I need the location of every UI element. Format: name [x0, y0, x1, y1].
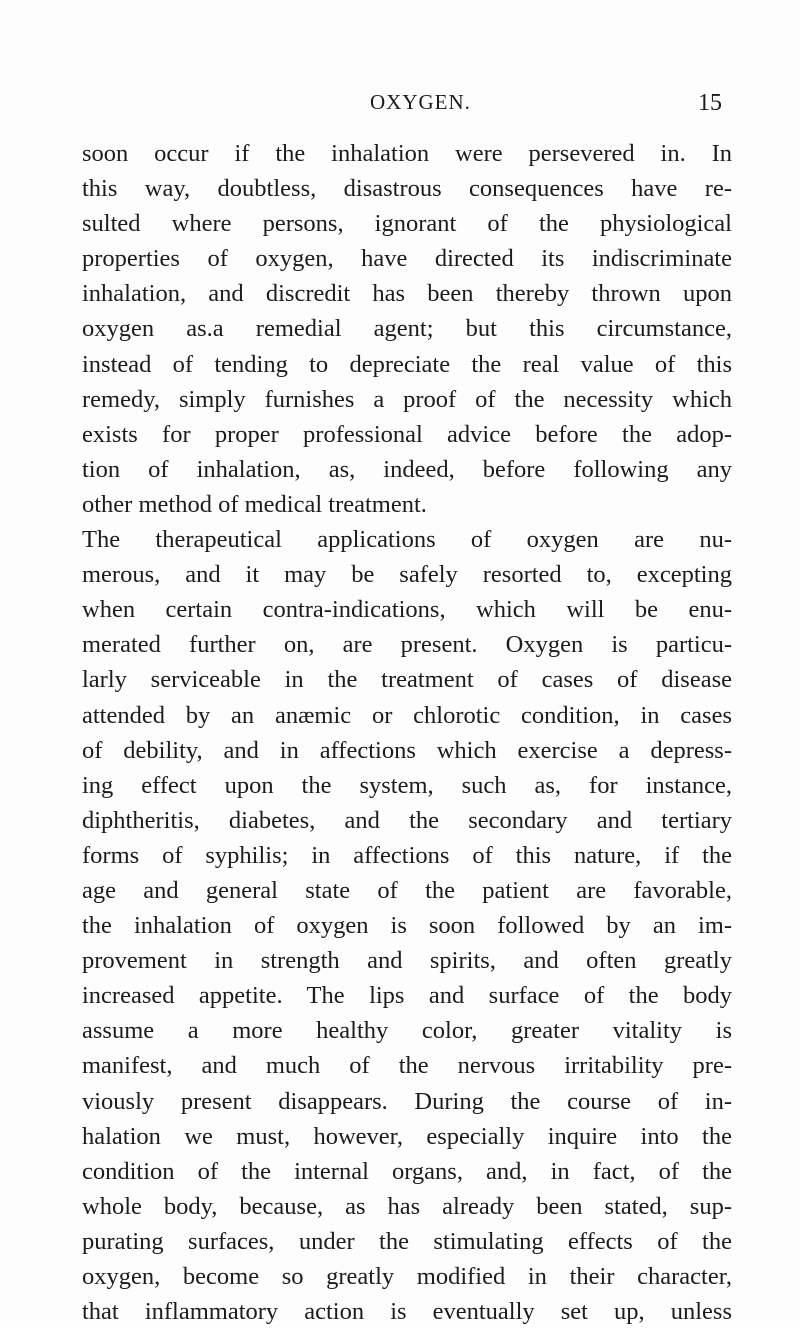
text-line: assume a more healthy color, greater vitality is	[82, 1017, 732, 1045]
page-number: 15	[698, 90, 722, 116]
text-line: that inflammatory action is eventually set up, unless	[82, 1298, 732, 1326]
text-line: inhalation, and discredit has been thereby thrown upon	[82, 280, 732, 308]
text-line: diphtheritis, diabetes, and the secondary and tertiary	[82, 806, 732, 834]
text-line: increased appetite. The lips and surface of the body	[82, 982, 732, 1010]
text-line: other method of medical treatment.	[82, 490, 427, 518]
text-line: age and general state of the patient are favorable,	[82, 876, 732, 904]
text-line: sulted where persons, ignorant of the physiological	[82, 210, 732, 238]
text-line: remedy, simply furnishes a proof of the necessity which	[82, 385, 732, 413]
text-line: attended by an anæmic or chlorotic condition, in cases	[82, 701, 732, 729]
text-line: The therapeutical applications of oxygen are nu-	[82, 526, 732, 554]
body-text	[82, 136, 732, 1329]
running-title: OXYGEN.	[370, 90, 471, 114]
text-line: halation we must, however, especially inquire into the	[82, 1122, 732, 1150]
text-line: instead of tending to depreciate the real value of this	[82, 350, 732, 378]
text-line: of debility, and in affections which exercise a depress-	[82, 736, 732, 764]
text-line: oxygen as.a remedial agent; but this circumstance,	[82, 315, 732, 343]
text-line: manifest, and much of the nervous irritability pre-	[82, 1052, 732, 1080]
text-line: exists for proper professional advice before the adop-	[82, 420, 732, 448]
text-line: whole body, because, as has already been stated, sup-	[82, 1192, 732, 1220]
text-line: oxygen, become so greatly modified in their character,	[82, 1263, 732, 1290]
text-line: merous, and it may be safely resorted to, excepting	[82, 561, 732, 589]
text-line: viously present disappears. During the course of in-	[82, 1087, 732, 1115]
text-line: purating surfaces, under the stimulating effects of the	[82, 1227, 732, 1255]
text-line: provement in strength and spirits, and often greatly	[82, 947, 732, 975]
running-header	[82, 90, 722, 120]
text-line: soon occur if the inhalation were persevered in. In	[82, 140, 732, 167]
text-line: condition of the internal organs, and, in fact, of the	[82, 1157, 732, 1185]
text-line: this way, doubtless, disastrous consequences have re-	[82, 175, 732, 203]
text-line: the inhalation of oxygen is soon followed by an im-	[82, 912, 732, 940]
text-line: properties of oxygen, have directed its indiscriminate	[82, 245, 732, 273]
text-line: when certain contra-indications, which will be enu-	[82, 596, 732, 624]
text-line: larly serviceable in the treatment of cases of disease	[82, 666, 732, 694]
text-line: forms of syphilis; in affections of this nature, if the	[82, 841, 732, 869]
text-line: merated further on, are present. Oxygen is particu-	[82, 631, 732, 659]
text-line: tion of inhalation, as, indeed, before following any	[82, 455, 732, 483]
text-line: ing effect upon the system, such as, for instance,	[82, 771, 732, 799]
